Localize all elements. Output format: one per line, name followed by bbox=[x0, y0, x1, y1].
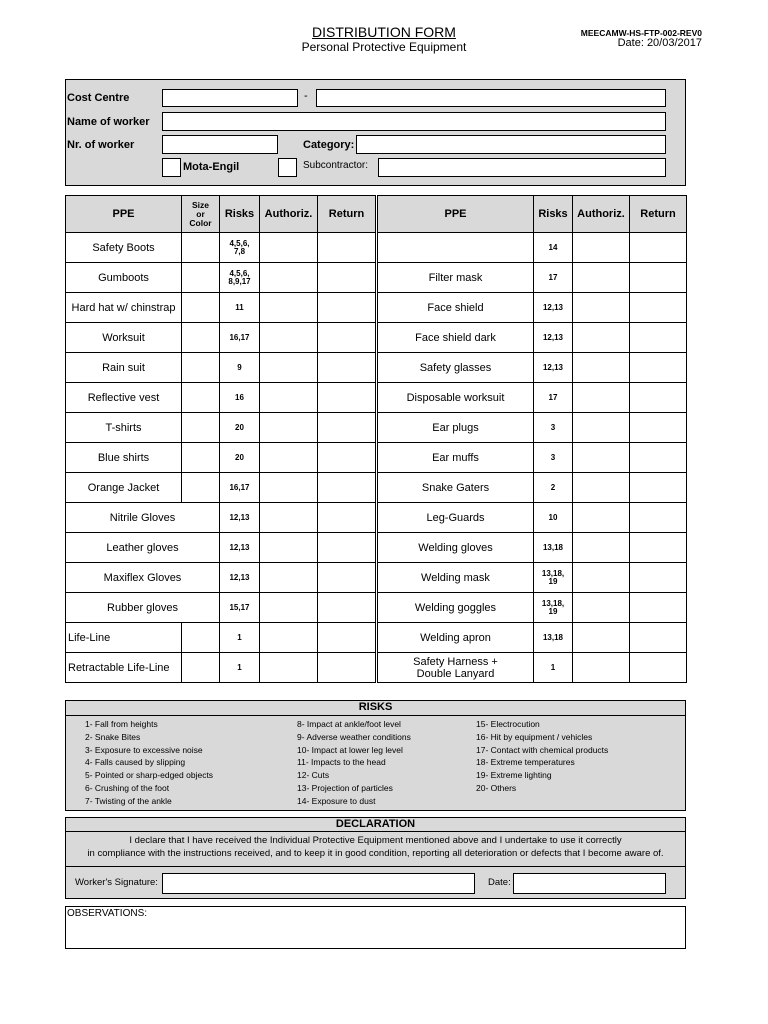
authoriz-cell[interactable] bbox=[573, 293, 630, 323]
table-row bbox=[66, 563, 376, 593]
authoriz-cell[interactable] bbox=[260, 623, 318, 653]
form-subtitle: Personal Protective Equipment bbox=[301, 40, 467, 54]
table-row bbox=[378, 533, 687, 563]
risks-title: RISKS bbox=[65, 700, 686, 716]
risk-item: 13- Projection of particles bbox=[297, 782, 393, 793]
table-row bbox=[378, 413, 687, 443]
ppe-item-name: Welding apron bbox=[378, 623, 534, 653]
table-row bbox=[66, 473, 376, 503]
authoriz-cell[interactable] bbox=[260, 593, 318, 623]
return-cell[interactable] bbox=[630, 623, 687, 653]
ppe-item-name: Welding gloves bbox=[378, 533, 534, 563]
mota-engil-label: Mota-Engil bbox=[183, 161, 240, 173]
authoriz-cell[interactable] bbox=[573, 443, 630, 473]
ppe-risk-codes: 12,13 bbox=[534, 293, 573, 323]
risk-item: 5- Pointed or sharp-edged objects bbox=[85, 770, 214, 781]
return-cell[interactable] bbox=[630, 503, 687, 533]
ppe-risk-codes: 1 bbox=[534, 653, 573, 683]
size-color-cell[interactable] bbox=[182, 413, 220, 443]
document-date: Date: 20/03/2017 bbox=[617, 37, 702, 49]
ppe-item-name: T-shirts bbox=[66, 413, 182, 443]
table-row bbox=[66, 443, 376, 473]
ppe-item-name: Leather gloves bbox=[66, 533, 220, 563]
table-row bbox=[378, 653, 687, 683]
return-cell[interactable] bbox=[318, 653, 376, 683]
declaration-text bbox=[65, 834, 686, 860]
table-row bbox=[378, 443, 687, 473]
worker-name-field[interactable] bbox=[162, 112, 666, 131]
document-code: MEECAMW-HS-FTP-002-REV0 bbox=[580, 28, 702, 38]
risk-item: 19- Extreme lighting bbox=[476, 770, 552, 781]
table-row bbox=[378, 593, 687, 623]
return-cell[interactable] bbox=[318, 593, 376, 623]
table-row bbox=[378, 233, 687, 263]
ppe-item-name: Ear muffs bbox=[378, 443, 534, 473]
ppe-item-name: Life-Line bbox=[66, 623, 182, 653]
table-row bbox=[66, 263, 376, 293]
table-row bbox=[378, 383, 687, 413]
return-cell[interactable] bbox=[630, 563, 687, 593]
ppe-item-name: Blue shirts bbox=[66, 443, 182, 473]
ppe-risk-codes: 4,5,6, 8,9,17 bbox=[220, 263, 260, 293]
authoriz-cell[interactable] bbox=[573, 533, 630, 563]
ppe-item-name: Hard hat w/ chinstrap bbox=[66, 293, 182, 323]
ppe-item-name: Safety glasses bbox=[378, 353, 534, 383]
table-row bbox=[66, 623, 376, 653]
authoriz-cell[interactable] bbox=[260, 473, 318, 503]
ppe-risk-codes: 17 bbox=[534, 263, 573, 293]
ppe-table-left bbox=[65, 195, 376, 683]
ppe-risk-codes: 1 bbox=[220, 623, 260, 653]
size-color-cell[interactable] bbox=[182, 653, 220, 683]
category-label: Category: bbox=[303, 139, 355, 151]
size-color-cell[interactable] bbox=[182, 353, 220, 383]
return-cell[interactable] bbox=[318, 233, 376, 263]
authoriz-header: Authoriz. bbox=[260, 196, 318, 233]
ppe-risk-codes: 13,18 bbox=[534, 623, 573, 653]
ppe-item-name: Face shield dark bbox=[378, 323, 534, 353]
ppe-risk-codes: 13,18 bbox=[534, 533, 573, 563]
ppe-risk-codes: 4,5,6, 7,8 bbox=[220, 233, 260, 263]
authoriz-cell[interactable] bbox=[573, 413, 630, 443]
table-row bbox=[66, 593, 376, 623]
ppe-item-name: Safety Boots bbox=[66, 233, 182, 263]
ppe-risk-codes: 9 bbox=[220, 353, 260, 383]
table-row bbox=[66, 323, 376, 353]
ppe-item-name: Leg-Guards bbox=[378, 503, 534, 533]
size-color-cell[interactable] bbox=[182, 323, 220, 353]
risk-item: 14- Exposure to dust bbox=[297, 795, 376, 806]
return-cell[interactable] bbox=[318, 413, 376, 443]
ppe-risk-codes: 20 bbox=[220, 443, 260, 473]
cost-centre-field[interactable] bbox=[162, 89, 298, 107]
signature-label: Worker's Signature: bbox=[75, 877, 158, 888]
risks-list-col2 bbox=[297, 718, 472, 808]
risks-list-col1 bbox=[85, 718, 290, 808]
ppe-risk-codes: 2 bbox=[534, 473, 573, 503]
observations-label: OBSERVATIONS: bbox=[67, 908, 148, 919]
risk-item: 4- Falls caused by slipping bbox=[85, 757, 186, 768]
authoriz-cell[interactable] bbox=[573, 263, 630, 293]
risk-item: 6- Crushing of the foot bbox=[85, 782, 170, 793]
ppe-risk-codes: 14 bbox=[534, 233, 573, 263]
authoriz-cell[interactable] bbox=[573, 623, 630, 653]
return-cell[interactable] bbox=[318, 473, 376, 503]
ppe-risk-codes: 12,13 bbox=[534, 353, 573, 383]
declaration-date-field[interactable] bbox=[513, 873, 666, 894]
ppe-item-name: Nitrile Gloves bbox=[66, 503, 220, 533]
table-row bbox=[66, 383, 376, 413]
authoriz-cell[interactable] bbox=[260, 323, 318, 353]
authoriz-cell[interactable] bbox=[573, 323, 630, 353]
return-cell[interactable] bbox=[318, 323, 376, 353]
ppe-item-name: Welding goggles bbox=[378, 593, 534, 623]
risk-item: 8- Impact at ankle/foot level bbox=[297, 719, 401, 729]
authoriz-header: Authoriz. bbox=[573, 196, 630, 233]
table-row bbox=[378, 503, 687, 533]
risk-item: 3- Exposure to excessive noise bbox=[85, 744, 203, 755]
table-row bbox=[66, 233, 376, 263]
size-color-cell[interactable] bbox=[182, 263, 220, 293]
declaration-line-1: I declare that I have received the Individual Protective Equipment mentioned above and I undertake to use it correctly bbox=[129, 835, 622, 846]
subcontractor-field[interactable] bbox=[378, 158, 666, 177]
risk-item: 16- Hit by equipment / vehicles bbox=[476, 731, 593, 742]
authoriz-cell[interactable] bbox=[573, 503, 630, 533]
ppe-item-name: Rain suit bbox=[66, 353, 182, 383]
size-color-cell[interactable] bbox=[182, 293, 220, 323]
authoriz-cell[interactable] bbox=[260, 653, 318, 683]
authoriz-cell[interactable] bbox=[260, 563, 318, 593]
table-row bbox=[378, 563, 687, 593]
size-color-cell[interactable] bbox=[182, 233, 220, 263]
return-header: Return bbox=[630, 196, 687, 233]
ppe-risk-codes: 10 bbox=[534, 503, 573, 533]
cost-centre-label: Cost Centre bbox=[67, 92, 130, 104]
table-row bbox=[378, 473, 687, 503]
ppe-risk-codes: 12,13 bbox=[534, 323, 573, 353]
return-cell[interactable] bbox=[630, 473, 687, 503]
ppe-item-name: Rubber gloves bbox=[66, 593, 220, 623]
ppe-item-name: Welding mask bbox=[378, 563, 534, 593]
ppe-item-name: Retractable Life-Line bbox=[66, 653, 182, 683]
ppe-risk-codes: 16,17 bbox=[220, 323, 260, 353]
observations-box[interactable] bbox=[65, 906, 686, 949]
ppe-item-name bbox=[378, 233, 534, 263]
ppe-item-name: Disposable worksuit bbox=[378, 383, 534, 413]
ppe-risk-codes: 15,17 bbox=[220, 593, 260, 623]
return-cell[interactable] bbox=[630, 593, 687, 623]
authoriz-cell[interactable] bbox=[573, 563, 630, 593]
mota-engil-checkbox[interactable] bbox=[162, 158, 181, 177]
return-cell[interactable] bbox=[318, 533, 376, 563]
risk-item: 7- Twisting of the ankle bbox=[85, 795, 172, 806]
risk-item: 20- Others bbox=[476, 782, 517, 793]
table-row bbox=[378, 263, 687, 293]
ppe-header: PPE bbox=[66, 196, 182, 233]
table-row bbox=[378, 293, 687, 323]
return-cell[interactable] bbox=[630, 233, 687, 263]
ppe-item-name: Safety Harness + Double Lanyard bbox=[378, 653, 534, 683]
cost-centre-detail-field[interactable] bbox=[316, 89, 666, 107]
risk-item: 15- Electrocution bbox=[476, 719, 540, 729]
ppe-risk-codes: 12,13 bbox=[220, 533, 260, 563]
ppe-item-name: Worksuit bbox=[66, 323, 182, 353]
subcontractor-checkbox[interactable] bbox=[278, 158, 297, 177]
return-cell[interactable] bbox=[318, 623, 376, 653]
return-cell[interactable] bbox=[630, 383, 687, 413]
authoriz-cell[interactable] bbox=[573, 233, 630, 263]
risk-item: 1- Fall from heights bbox=[85, 719, 158, 729]
authoriz-cell[interactable] bbox=[260, 533, 318, 563]
ppe-item-name: Face shield bbox=[378, 293, 534, 323]
worker-name-label: Name of worker bbox=[67, 116, 150, 128]
authoriz-cell[interactable] bbox=[260, 263, 318, 293]
return-cell[interactable] bbox=[318, 263, 376, 293]
ppe-item-name: Reflective vest bbox=[66, 383, 182, 413]
declaration-divider bbox=[65, 866, 686, 867]
authoriz-cell[interactable] bbox=[260, 293, 318, 323]
size-color-cell[interactable] bbox=[182, 623, 220, 653]
ppe-item-name: Maxiflex Gloves bbox=[66, 563, 220, 593]
signature-field[interactable] bbox=[162, 873, 475, 894]
ppe-risk-codes: 3 bbox=[534, 413, 573, 443]
risk-item: 17- Contact with chemical products bbox=[476, 744, 609, 755]
return-header: Return bbox=[318, 196, 376, 233]
ppe-risk-codes: 12,13 bbox=[220, 563, 260, 593]
form-title: DISTRIBUTION FORM bbox=[312, 24, 456, 40]
table-row bbox=[66, 533, 376, 563]
authoriz-cell[interactable] bbox=[573, 383, 630, 413]
ppe-risk-codes: 17 bbox=[534, 383, 573, 413]
return-cell[interactable] bbox=[318, 563, 376, 593]
table-row bbox=[66, 653, 376, 683]
risk-item: 12- Cuts bbox=[297, 770, 330, 781]
declaration-title: DECLARATION bbox=[65, 817, 686, 832]
worker-number-label: Nr. of worker bbox=[67, 139, 135, 151]
return-cell[interactable] bbox=[630, 353, 687, 383]
size-color-header: Size or Color bbox=[182, 196, 220, 233]
return-cell[interactable] bbox=[630, 323, 687, 353]
size-color-cell[interactable] bbox=[182, 473, 220, 503]
authoriz-cell[interactable] bbox=[260, 353, 318, 383]
return-cell[interactable] bbox=[630, 293, 687, 323]
ppe-item-name: Filter mask bbox=[378, 263, 534, 293]
ppe-risk-codes: 1 bbox=[220, 653, 260, 683]
authoriz-cell[interactable] bbox=[260, 413, 318, 443]
table-row bbox=[378, 623, 687, 653]
authoriz-cell[interactable] bbox=[260, 443, 318, 473]
table-row bbox=[66, 293, 376, 323]
return-cell[interactable] bbox=[318, 503, 376, 533]
cost-centre-dash: - bbox=[304, 90, 308, 102]
ppe-item-name: Snake Gaters bbox=[378, 473, 534, 503]
authoriz-cell[interactable] bbox=[573, 593, 630, 623]
size-color-cell[interactable] bbox=[182, 443, 220, 473]
return-cell[interactable] bbox=[630, 263, 687, 293]
return-cell[interactable] bbox=[318, 443, 376, 473]
return-cell[interactable] bbox=[318, 383, 376, 413]
subcontractor-label: Subcontractor: bbox=[303, 160, 369, 171]
table-row bbox=[66, 503, 376, 533]
ppe-risk-codes: 13,18, 19 bbox=[534, 563, 573, 593]
table-row bbox=[66, 353, 376, 383]
size-color-cell[interactable] bbox=[182, 383, 220, 413]
ppe-item-name: Orange Jacket bbox=[66, 473, 182, 503]
ppe-risk-codes: 20 bbox=[220, 413, 260, 443]
ppe-item-name: Ear plugs bbox=[378, 413, 534, 443]
ppe-risk-codes: 16,17 bbox=[220, 473, 260, 503]
risk-item: 2- Snake Bites bbox=[85, 731, 141, 742]
ppe-risk-codes: 11 bbox=[220, 293, 260, 323]
declaration-line-2: in compliance with the instructions received, and to keep it in good condition, reporting all deterioration or defects that I become aware of. bbox=[87, 848, 664, 859]
risk-item: 9- Adverse weather conditions bbox=[297, 731, 411, 742]
authoriz-cell[interactable] bbox=[573, 353, 630, 383]
risk-item: 18- Extreme temperatures bbox=[476, 757, 575, 768]
authoriz-cell[interactable] bbox=[573, 473, 630, 503]
ppe-header: PPE bbox=[378, 196, 534, 233]
return-cell[interactable] bbox=[318, 353, 376, 383]
category-field[interactable] bbox=[356, 135, 666, 154]
worker-number-field[interactable] bbox=[162, 135, 278, 154]
authoriz-cell[interactable] bbox=[260, 233, 318, 263]
ppe-risk-codes: 3 bbox=[534, 443, 573, 473]
return-cell[interactable] bbox=[630, 413, 687, 443]
return-cell[interactable] bbox=[630, 653, 687, 683]
risk-item: 10- Impact at lower leg level bbox=[297, 744, 403, 755]
return-cell[interactable] bbox=[318, 293, 376, 323]
return-cell[interactable] bbox=[630, 533, 687, 563]
authoriz-cell[interactable] bbox=[260, 503, 318, 533]
return-cell[interactable] bbox=[630, 443, 687, 473]
ppe-item-name: Gumboots bbox=[66, 263, 182, 293]
ppe-risk-codes: 13,18, 19 bbox=[534, 593, 573, 623]
table-row bbox=[66, 413, 376, 443]
risk-item: 11- Impacts to the head bbox=[297, 757, 386, 768]
table-row bbox=[378, 323, 687, 353]
declaration-date-label: Date: bbox=[488, 877, 511, 888]
ppe-risk-codes: 16 bbox=[220, 383, 260, 413]
risks-header: Risks bbox=[534, 196, 573, 233]
table-row bbox=[378, 353, 687, 383]
ppe-table-right bbox=[377, 195, 687, 683]
authoriz-cell[interactable] bbox=[260, 383, 318, 413]
risks-header: Risks bbox=[220, 196, 260, 233]
risks-list-col3 bbox=[476, 718, 666, 795]
ppe-risk-codes: 12,13 bbox=[220, 503, 260, 533]
authoriz-cell[interactable] bbox=[573, 653, 630, 683]
